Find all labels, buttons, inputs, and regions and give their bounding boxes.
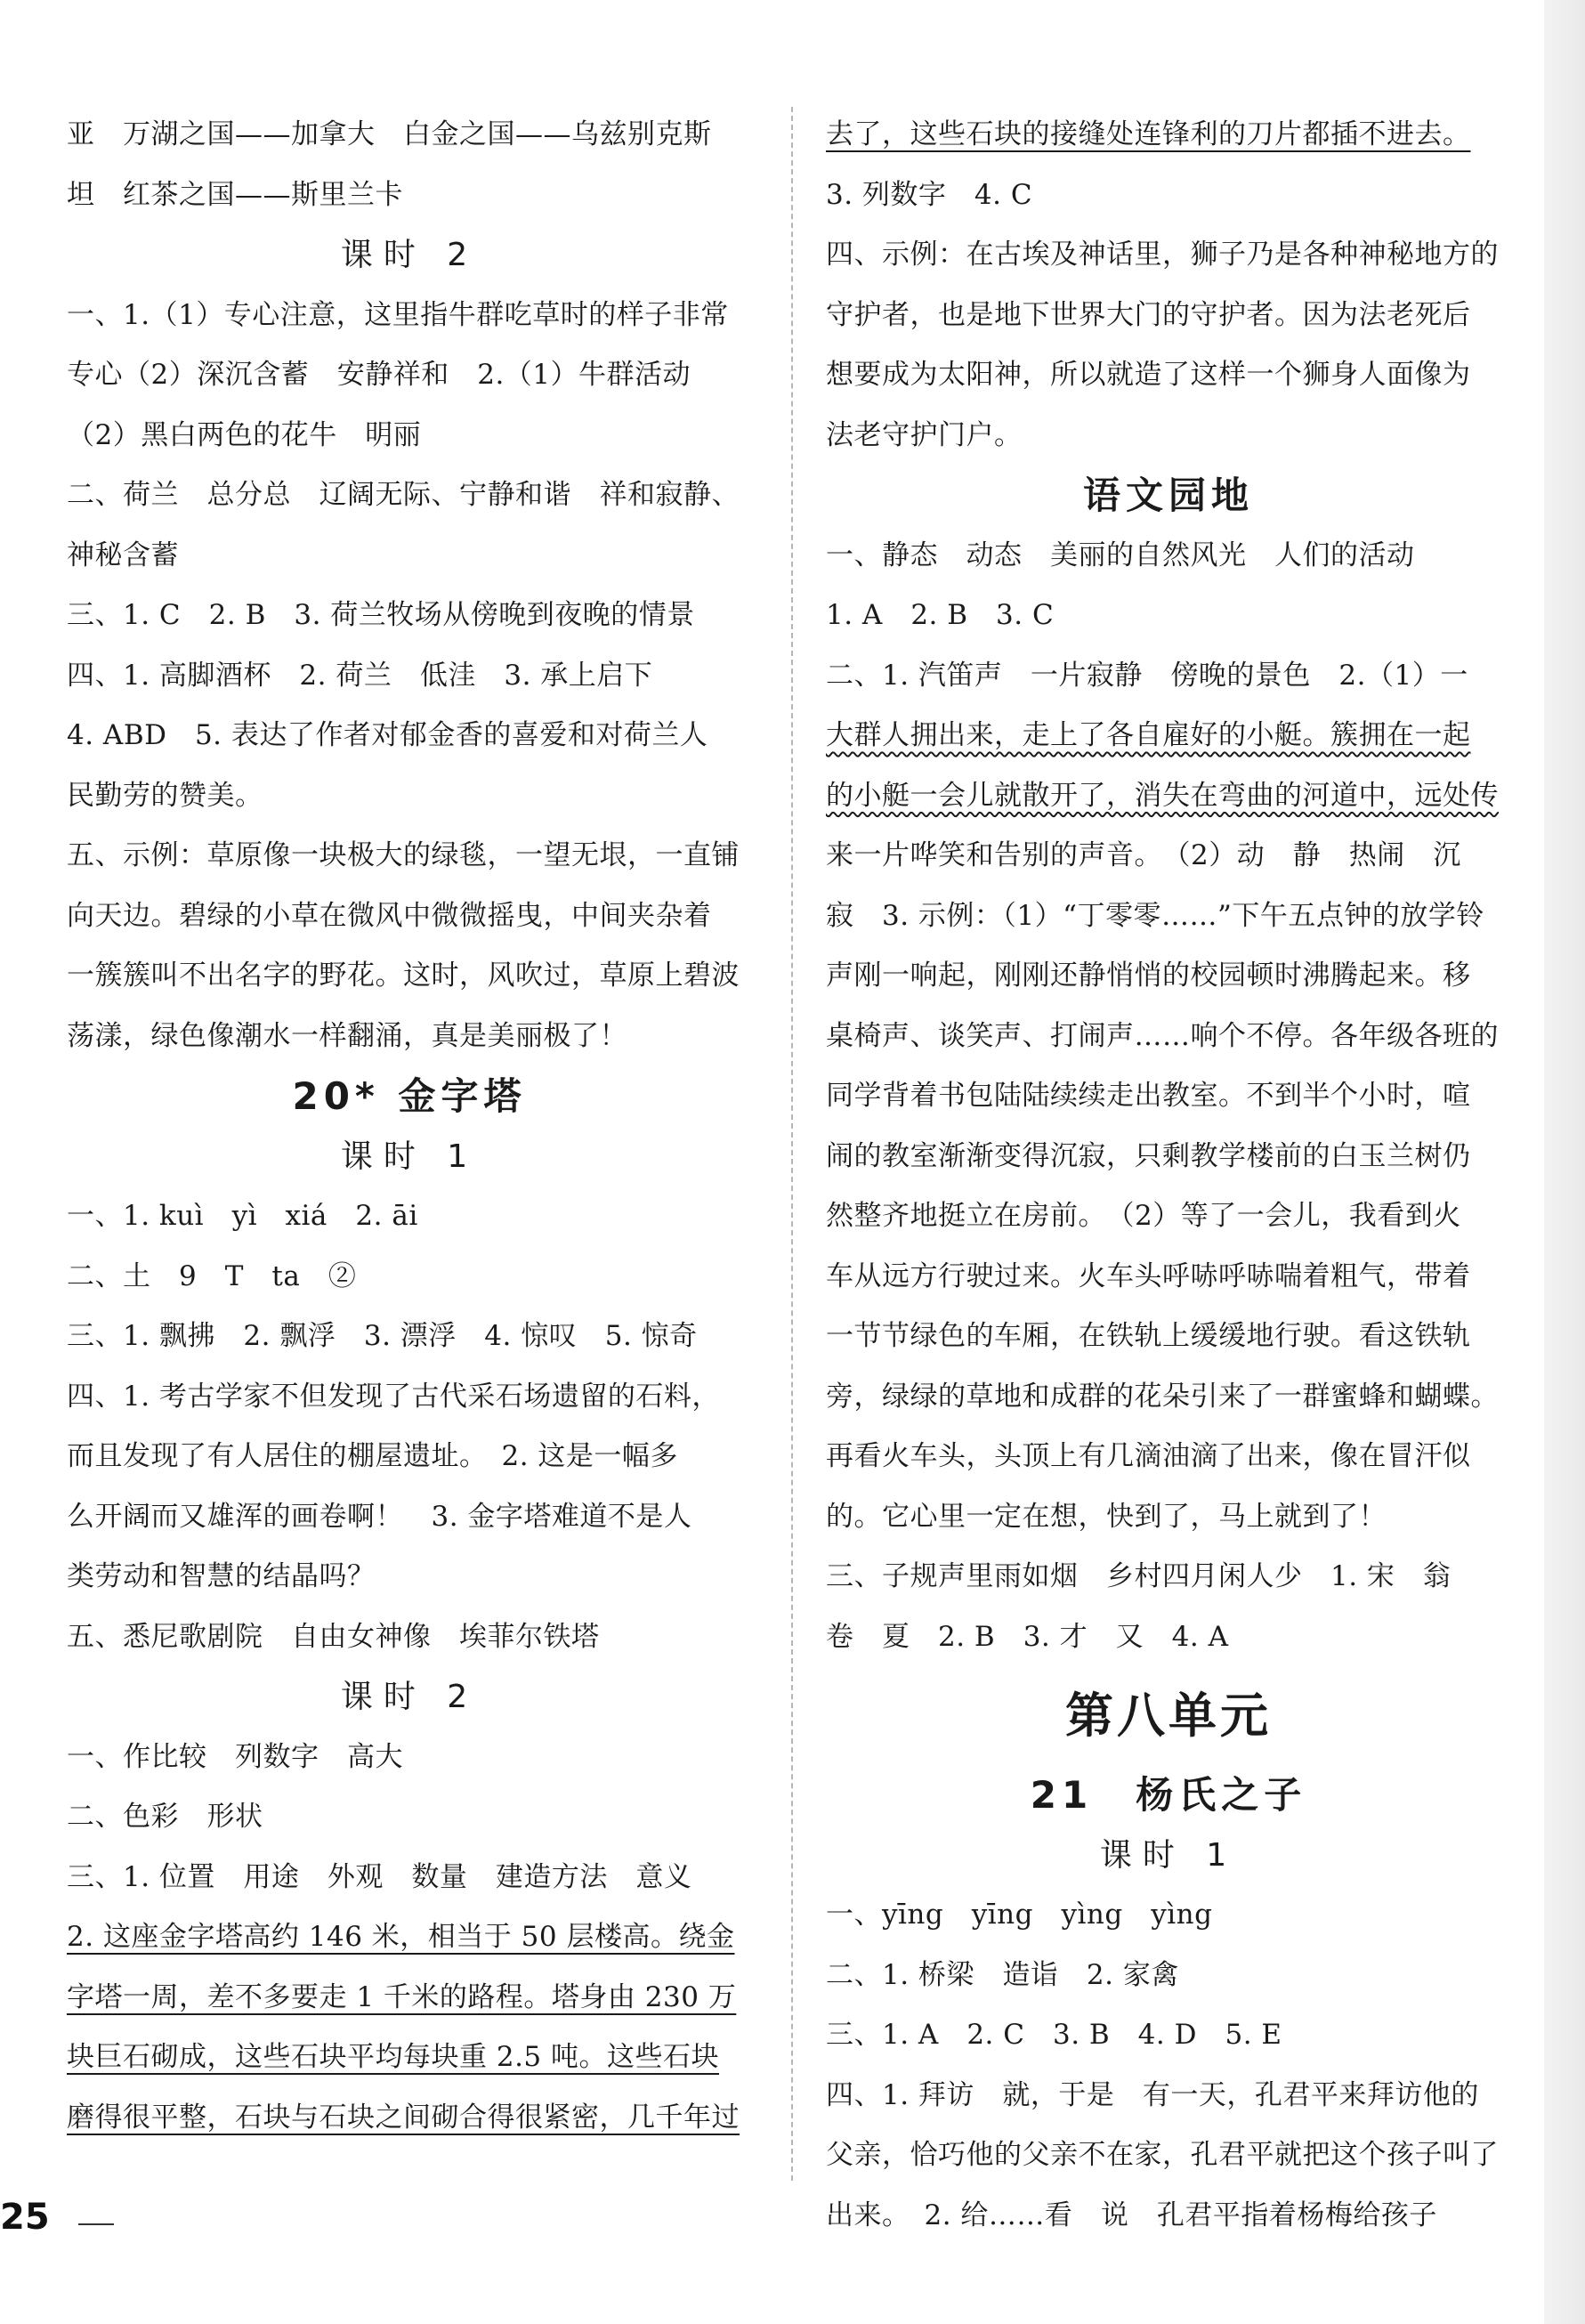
underlined-line: 磨得很平整，石块与石块之间砌合得很紧密，几千年过 bbox=[67, 2101, 740, 2134]
text-line: 向天边。碧绿的小草在微风中微微摇曳，中间夹杂着 bbox=[67, 899, 712, 932]
underlined-line: 字塔一周，差不多要走 1 千米的路程。塔身由 230 万 bbox=[67, 1980, 737, 2013]
text-line: 四、1. 高脚酒杯 2. 荷兰 低洼 3. 承上启下 bbox=[67, 659, 653, 692]
text-line: 二、荷兰 总分总 辽阔无际、宁静和谐 祥和寂静、 bbox=[67, 479, 740, 511]
text-line: 二、1. 桥梁 造诣 2. 家禽 bbox=[826, 1958, 1179, 1991]
text-line: 一、1. kuì yì xiá 2. āi bbox=[67, 1200, 418, 1232]
text-line: 3. 列数字 4. C bbox=[826, 178, 1033, 211]
page-number-dash bbox=[78, 2223, 114, 2225]
text-line: 然整齐地挺立在房前。 （2）等了一会儿，我看到火 bbox=[826, 1200, 1461, 1232]
text-line: 闹的教室渐渐变得沉寂，只剩教学楼前的白玉兰树仍 bbox=[826, 1139, 1471, 1172]
section-heading: 课时 2 bbox=[340, 1679, 479, 1715]
text-line: 荡漾，绿色像潮水一样翻涌，真是美丽极了！ bbox=[67, 1019, 627, 1052]
text-line: 三、1. 飘拂 2. 飘浮 3. 漂浮 4. 惊叹 5. 惊奇 bbox=[67, 1320, 698, 1352]
text-line: 专心（2）深沉含蓄 安静祥和 2.（1）牛群活动 bbox=[67, 359, 691, 391]
text-line: （2）黑白两色的花牛 明丽 bbox=[67, 418, 422, 451]
text-line: 么开阔而又雄浑的画卷啊！ 3. 金字塔难道不是人 bbox=[67, 1500, 692, 1533]
text-line: 1. A 2. B 3. C bbox=[826, 599, 1055, 631]
text-line: 类劳动和智慧的结晶吗？ bbox=[67, 1560, 376, 1592]
text-line: 五、悉尼歌剧院 自由女神像 埃菲尔铁塔 bbox=[67, 1620, 600, 1653]
text-line: 同学背着书包陆陆续续走出教室。不到半个小时，喧 bbox=[826, 1080, 1471, 1112]
text-line: 想要成为太阳神，所以就造了这样一个狮身人面像为 bbox=[826, 359, 1471, 391]
text-line: 神秘含蓄 bbox=[67, 538, 179, 571]
wavy-underlined-line: 大群人拥出来，走上了各自雇好的小艇。簇拥在一起 bbox=[826, 719, 1471, 751]
text-line: 守护者，也是地下世界大门的守护者。因为法老死后 bbox=[826, 298, 1471, 331]
text-line: 三、1. A 2. C 3. B 4. D 5. E bbox=[826, 2019, 1282, 2051]
text-line: 来一片哗笑和告别的声音。 （2）动 静 热闹 沉 bbox=[826, 839, 1461, 871]
text-line: 卷 夏 2. B 3. 才 又 4. A bbox=[826, 1620, 1229, 1653]
page-edge-shadow bbox=[1544, 0, 1585, 2324]
text-line: 声刚一响起，刚刚还静悄悄的校园顿时沸腾起来。移 bbox=[826, 960, 1471, 992]
text-line: 二、土 9 T ta ② bbox=[67, 1259, 357, 1292]
underlined-line: 2. 这座金字塔高约 146 米，相当于 50 层楼高。绕金 bbox=[67, 1921, 735, 1953]
section-heading: 课时 2 bbox=[340, 237, 479, 273]
text-line: 的。它心里一定在想，快到了，马上就到了！ bbox=[826, 1500, 1387, 1533]
text-line: 再看火车头，头顶上有几滴油滴了出来，像在冒汗似 bbox=[826, 1440, 1471, 1472]
text-line: 三、子规声里雨如烟 乡村四月闲人少 1. 宋 翁 bbox=[826, 1560, 1452, 1592]
section-title: 语文园地 bbox=[1082, 474, 1254, 517]
text-line: 一节节绿色的车厢，在铁轨上缓缓地行驶。看这铁轨 bbox=[826, 1320, 1471, 1352]
text-line: 民勤劳的赞美。 bbox=[67, 779, 263, 812]
section-heading: 课时 1 bbox=[1099, 1836, 1238, 1874]
text-line: 车从远方行驶过来。火车头呼哧呼哧喘着粗气，带着 bbox=[826, 1259, 1471, 1292]
text-line: 亚 万湖之国——加拿大 白金之国——乌兹别克斯 bbox=[67, 118, 712, 150]
text-line: 四、示例：在古埃及神话里，狮子乃是各种神秘地方的 bbox=[826, 239, 1499, 271]
underlined-line: 块巨石砌成，这些石块平均每块重 2.5 吨。这些石块 bbox=[67, 2041, 720, 2073]
section-heading: 课时 1 bbox=[340, 1138, 479, 1175]
text-line: 二、色彩 形状 bbox=[67, 1801, 263, 1833]
text-line: 三、1. C 2. B 3. 荷兰牧场从傍晚到夜晚的情景 bbox=[67, 599, 695, 631]
text-line: 而且发现了有人居住的棚屋遗址。 2. 这是一幅多 bbox=[67, 1440, 678, 1472]
column-divider bbox=[791, 107, 793, 2181]
text-line: 4. ABD 5. 表达了作者对郁金香的喜爱和对荷兰人 bbox=[67, 719, 708, 751]
text-line: 一簇簇叫不出名字的野花。这时，风吹过，草原上碧波 bbox=[67, 960, 740, 992]
text-line: 四、1. 拜访 就，于是 有一天，孔君平来拜访他的 bbox=[826, 2078, 1479, 2111]
text-line: 三、1. 位置 用途 外观 数量 建造方法 意义 bbox=[67, 1860, 692, 1893]
text-line: 四、1. 考古学家不但发现了古代采石场遗留的石料， bbox=[67, 1380, 720, 1413]
page-number: 25 bbox=[0, 2197, 50, 2238]
underlined-line: 去了，这些石块的接缝处连锋利的刀片都插不进去。 bbox=[826, 118, 1471, 150]
text-line: 桌椅声、谈笑声、打闹声……响个不停。各年级各班的 bbox=[826, 1019, 1499, 1052]
text-line: 二、1. 汽笛声 一片寂静 傍晚的景色 2.（1）一 bbox=[826, 659, 1468, 692]
lesson-title: 20* 金字塔 bbox=[292, 1074, 527, 1118]
text-line: 出来。 2. 给……看 说 孔君平指着杨梅给孩子 bbox=[826, 2198, 1437, 2231]
wavy-underlined-line: 的小艇一会儿就散开了，消失在弯曲的河道中，远处传 bbox=[826, 779, 1499, 812]
lesson-title: 21 杨氏之子 bbox=[1030, 1773, 1307, 1817]
text-line: 父亲，恰巧他的父亲不在家，孔君平就把这个孩子叫了 bbox=[826, 2139, 1499, 2171]
text-line: 五、示例：草原像一块极大的绿毯，一望无垠，一直铺 bbox=[67, 839, 740, 871]
text-line: 法老守护门户。 bbox=[826, 418, 1023, 451]
text-line: 一、yīng yīng yìng yìng bbox=[826, 1899, 1213, 1931]
text-line: 寂 3. 示例：（1）“丁零零……”下午五点钟的放学铃 bbox=[826, 899, 1484, 932]
left-column bbox=[67, 105, 752, 2148]
text-line: 坦 红茶之国——斯里兰卡 bbox=[67, 178, 403, 211]
text-line: 一、静态 动态 美丽的自然风光 人们的活动 bbox=[826, 538, 1415, 571]
unit-title: 第八单元 bbox=[1065, 1688, 1272, 1744]
text-line: 一、作比较 列数字 高大 bbox=[67, 1740, 403, 1773]
text-line: 一、1.（1）专心注意，这里指牛群吃草时的样子非常 bbox=[67, 298, 729, 331]
text-line: 旁，绿绿的草地和成群的花朵引来了一群蜜蜂和蝴蝶。 bbox=[826, 1380, 1499, 1413]
right-column bbox=[826, 105, 1511, 2246]
